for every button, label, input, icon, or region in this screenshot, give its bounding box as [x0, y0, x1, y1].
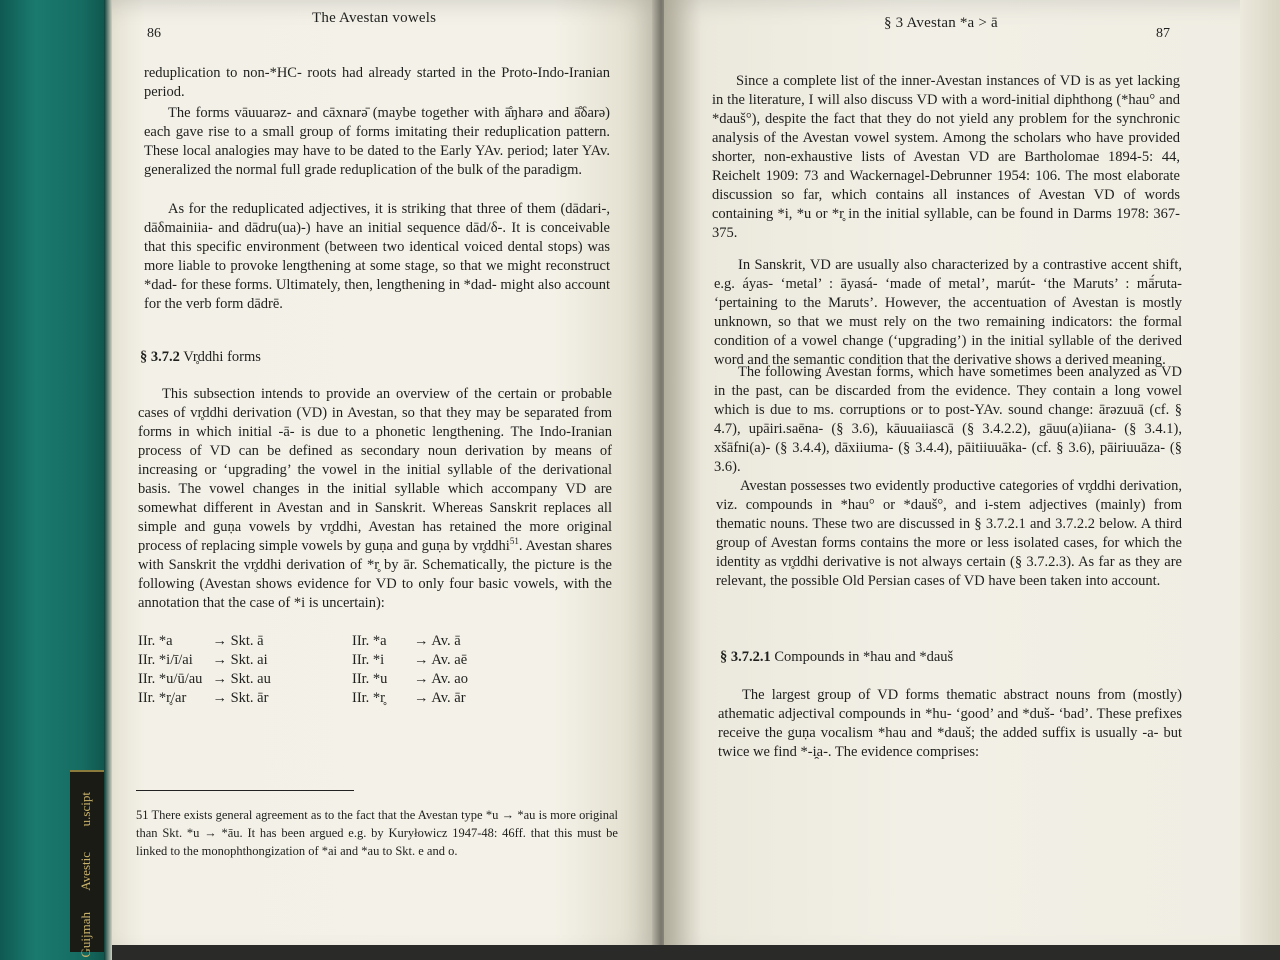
- table-cell: → Av. aē: [414, 652, 468, 668]
- spine-label-line: Guijmah: [78, 912, 93, 958]
- table-cell: IIr. *r̥/ar: [138, 690, 187, 706]
- section-title: Compounds in *hau and *dauš: [774, 649, 954, 665]
- table-cell: → Skt. ār: [212, 690, 269, 706]
- footnote: 51 There exists general agreement as to the fact that the Avestan type *u → *au is more original than Skt. *u → *āu. It has been argued e.g. by Kuryłowicz 1947-48: 46ff. that this must be linked to the monophthongization of *ai and *au to Skt. e and o.: [136, 808, 618, 858]
- table-row: [352, 689, 478, 708]
- paragraph: The largest group of VD forms thematic abstract nouns from (mostly) athematic adjectival compounds in *hu- ‘good’ and *duš- ‘bad’. These prefixes receive the guṇa vocalism *hau and *dauš; the added suffix is usually -a- but twice we find *-i̯a-. The evidence comprises:: [718, 687, 1182, 760]
- section-heading: [720, 648, 953, 667]
- section-title: Vr̥ddhi forms: [183, 349, 261, 365]
- paragraph: Avestan possesses two evidently productive categories of vr̥ddhi derivation, viz. compounds in *hau° or *dauš°, and i-stem adjectives (mainly) from thematic nouns. These two are discussed in § 3.7.2.1 and 3.7.2.2 below. A third group of Avestan forms contains the more or less isolated cases, for which the identity as vr̥ddhi derivative is not always certain (§ 3.7.2.3). As far as they are relevant, the possible Old Persian cases of VD have been taken into account.: [716, 478, 1182, 589]
- paragraph: The forms vāuuarəz- and cāxnarə̄ (maybe together with ā̊ŋharə and ā̊δarə) each gave rise to a small group of forms imitating their reduplication pattern. These local analogies may have to be dated to the Early YAv. period; later YAv. generalized the normal full grade reduplication of the bulk of the paradigm.: [144, 105, 610, 178]
- footnote-divider: [136, 790, 354, 791]
- table-cell: IIr. *a: [138, 633, 173, 649]
- table-cell: IIr. *u/ū/au: [138, 671, 203, 687]
- table-cell: → Av. ao: [414, 671, 468, 687]
- spine-label-line: Avestic: [78, 852, 93, 891]
- table-cell: IIr. *a: [352, 633, 387, 649]
- table-cell: → Av. ār: [414, 690, 466, 706]
- paragraph-text: This subsection intends to provide an overview of the certain or probable cases of vr̥ddhi derivation (VD) in Avestan, so that they may be separated from forms in which initial -ā- is due to a phonetic lengthening. The Indo-Iranian process of VD can be defined as secondary noun derivation by means of increasing or ‘upgrading’ the vowel in the initial syllable of the derivational basis. The vowel changes in the initial syllable which accompany VD are somewhat different in Avestan and in Sanskrit. Whereas Sanskrit replaces all simple and guṇa vowels by vr̥ddhi, Avestan has retained the more original process of replacing simple vowels by guṇa and guṇa by vr̥ddhi: [138, 386, 612, 554]
- table-cell: → Skt. ai: [212, 652, 268, 668]
- running-head: § 3 Avestan *a > ā: [884, 15, 998, 31]
- page-block-edge: [1240, 0, 1280, 960]
- table-cell: → Skt. au: [212, 671, 271, 687]
- section-number: § 3.7.2: [140, 349, 180, 365]
- table-row: [138, 670, 281, 689]
- paragraph-text: . Avestan shares with Sanskrit the vr̥ddhi derivation of *r̥ by ār. Schematically, the picture is the following (Avestan shows evidence for VD to only four basic vowels, with the annotation that the case of *i is uncertain):: [138, 538, 613, 611]
- section-heading: [140, 348, 261, 367]
- left-page: [112, 0, 664, 960]
- table-cell: → Skt. ā: [212, 633, 264, 649]
- table-cell: IIr. *r̥: [352, 690, 386, 706]
- table-row: [138, 651, 281, 670]
- section-number: § 3.7.2.1: [720, 649, 771, 665]
- paragraph: Since a complete list of the inner-Avestan instances of VD is as yet lacking in the literature, I will also discuss VD with a word-initial diphthong (*hau° and *dauš°), despite the fact that they do not yield any problem for the synchronic analysis of the Avestan vowel system. Among the scholars who have provided shorter, non-exhaustive lists of Avestan VD are Bartholomae 1894-5: 44, Reichelt 1909: 73 and Wackernagel-Debrunner 1954: 106. The most elaborate discussion so far, which contains all instances of Avestan VD of words containing *i, *u or *r̥ in the initial syllable, can be found in Darms 1978: 367-375.: [712, 73, 1180, 241]
- running-head: The Avestan vowels: [312, 10, 437, 26]
- table-cell: IIr. *i: [352, 652, 385, 668]
- footnote-ref[interactable]: 51: [509, 536, 519, 547]
- correspondence-table-sanskrit: [138, 632, 281, 708]
- table-row: [352, 632, 478, 651]
- paragraph: [138, 385, 612, 613]
- paragraph: As for the reduplicated adjectives, it is striking that three of them (dādari-, dāδmainiia- and dādru(ua)-) have an initial sequence dād/δ-. It is conceivable that this specific environment (between two identical voiced dental stops) was more liable to provoke lengthening at some stage, so that we might reconstruct *dad- for these forms. Ultimately, then, lengthening in *dad- might also account for the verb form dādrē.: [144, 201, 610, 312]
- right-page: [664, 0, 1280, 960]
- table-row: [138, 689, 281, 708]
- table-row: [352, 651, 478, 670]
- table-row: [138, 632, 281, 651]
- page-number: 87: [1156, 26, 1170, 41]
- table-cell: → Av. ā: [414, 633, 461, 649]
- table-row: [352, 670, 478, 689]
- background-surface: [112, 945, 1280, 960]
- page-number: 86: [147, 26, 161, 41]
- paragraph: In Sanskrit, VD are usually also characterized by a contrastive accent shift, e.g. áyas- ‘metal’ : āyasá- ‘made of metal’, marút- ‘the Maruts’ : mā́ruta- ‘pertaining to the Maruts’. However, the accentuation of Avestan is mostly unknown, so that we must rely on the two remaining indicators: the formal condition of a vowel change (‘upgrading’) in the initial syllable of the derived word and the semantic condition that the derivative shows a derived meaning.: [714, 257, 1182, 368]
- correspondence-table-avestan: [352, 632, 478, 708]
- paragraph: The following Avestan forms, which have sometimes been analyzed as VD in the past, can be discarded from the evidence. They contain a long vowel which is due to ms. corruptions or to post-YAv. sound change: ārəzuuā (cf. § 4.7), upāiri.saēna- (§ 3.6), kāuuaiiascā (§ 3.4.2.2), gāuu(a)iiana- (§ 3.4.1), xšāfni(a)- (§ 3.4.4), dāxiiuma- (§ 3.4.4), pāitiiuuāka- (cf. § 3.6), pāiriuuāza- (§ 3.6).: [714, 364, 1182, 475]
- paragraph: reduplication to non-*HC- roots had already started in the Proto-Indo-Iranian period.: [144, 65, 610, 100]
- table-cell: IIr. *i/ī/ai: [138, 652, 193, 668]
- table-cell: IIr. *u: [352, 671, 388, 687]
- spine-label-line: u.scipt: [78, 792, 93, 827]
